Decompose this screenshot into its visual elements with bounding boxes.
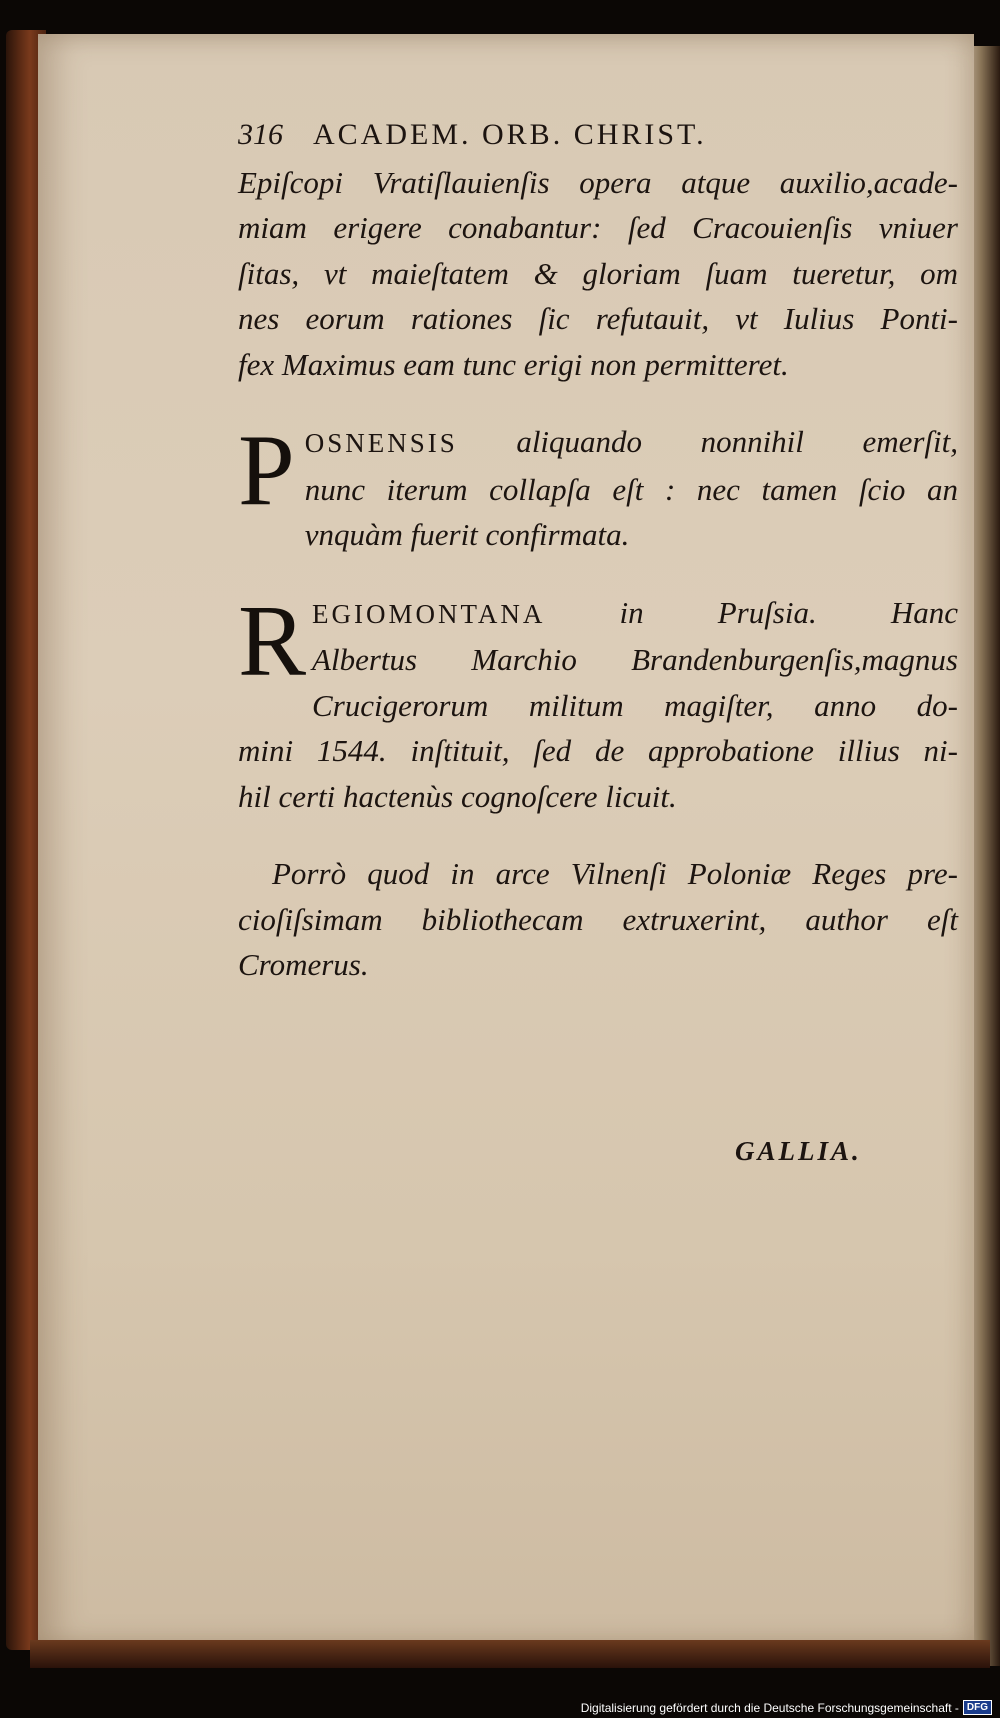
book-bottom-edge	[30, 1640, 990, 1668]
digitization-credit	[581, 1700, 992, 1715]
text-line: Porrò quod in arce Vilnenſi Poloniæ Reges pre-	[272, 856, 958, 891]
paragraph-3	[238, 584, 958, 820]
page-number: 316	[238, 118, 283, 151]
text-run: aliquando nonnihil emerſit,	[516, 424, 959, 459]
text-line: hil certi hactenùs cognoſcere licuit.	[238, 778, 677, 814]
text-line: mini 1544. inſtituit, ſed de approbatione illius ni-	[238, 733, 958, 768]
dropcap-p: P	[238, 414, 295, 527]
catchword: GALLIA.	[735, 1136, 862, 1166]
text-run: in Pruſsia. Hanc	[619, 594, 958, 630]
text-line: nes eorum rationes ſic refutauit, vt Iulius Ponti-	[238, 301, 958, 336]
text-line	[238, 590, 958, 638]
text-line: Cromerus.	[238, 947, 369, 982]
paragraph-4	[238, 851, 958, 988]
text-line: Albertus Marchio Brandenburgenſis,magnus	[312, 642, 958, 677]
text-line: ſitas, vt maieſtatem & gloriam ſuam tueretur, om	[238, 255, 958, 291]
text-line: Epiſcopi Vratiſlauienſis opera atque auxilio,acade-	[238, 164, 958, 200]
text-line: vnquàm fuerit confirmata.	[304, 517, 630, 552]
paragraph-2	[238, 414, 959, 558]
text-line: miam erigere conabantur: ſed Cracouienſis vniuer	[238, 210, 958, 245]
running-title: ACADEM. ORB. CHRIST.	[313, 118, 707, 151]
page-text	[238, 112, 958, 988]
text-line: Crucigerorum militum magiſter, anno do-	[312, 687, 958, 723]
dfg-logo-icon: DFG	[963, 1700, 992, 1715]
running-head	[238, 112, 958, 158]
text-line	[238, 419, 958, 467]
paragraph-1	[238, 160, 958, 388]
dropcap-r: R	[238, 584, 307, 698]
text-line: cioſiſsimam bibliothecam extruxerint, author eſt	[238, 901, 958, 937]
text-line: fex Maximus eam tunc erigi non permitteret.	[238, 346, 789, 382]
smallcaps-word: OSNENSIS	[304, 428, 458, 458]
text-line: nunc iterum collapſa eſt : nec tamen ſcio an	[304, 471, 958, 507]
credit-text: Digitalisierung gefördert durch die Deutsche Forschungsgemeinschaft -	[580, 1700, 959, 1715]
smallcaps-word: EGIOMONTANA	[312, 598, 546, 629]
